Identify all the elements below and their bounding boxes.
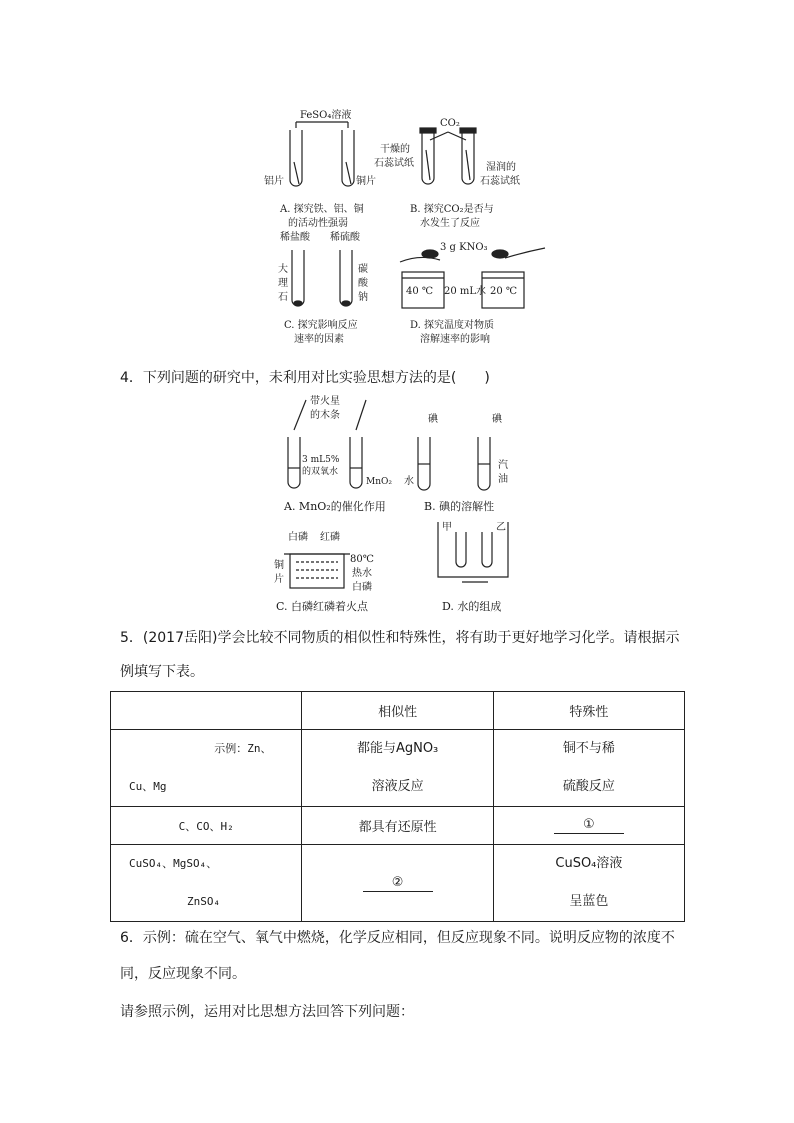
fig3a-right: 铜片 xyxy=(356,176,376,187)
row2-c1: C、CO、H₂ xyxy=(111,807,302,845)
row1-c2a: 都能与AgNO₃ xyxy=(356,741,439,756)
fig3b-right2: 石蕊试纸 xyxy=(480,176,520,187)
row3-c3a: CuSO₄溶液 xyxy=(555,856,623,871)
fig4a-right: MnO₂ xyxy=(366,477,392,487)
question-6-line3: 请参照示例，运用对比思想方法回答下列问题： xyxy=(120,1004,414,1020)
figure-q3-drawing xyxy=(250,100,550,350)
header-cell-similarity: 相似性 xyxy=(302,692,493,730)
row3-c1a: CuSO₄、MgSO₄、 xyxy=(129,857,218,870)
fig3d-right-temp: 20 ℃ xyxy=(490,286,518,297)
row1-c1b: Cu、Mg xyxy=(129,780,167,793)
fig4a-top2: 的木条 xyxy=(310,410,340,421)
table-header-row xyxy=(111,692,685,730)
fig3a-caption2: 的活动性强弱 xyxy=(288,218,348,229)
row2-c2: 都具有还原性 xyxy=(302,807,493,845)
table-row xyxy=(111,730,685,807)
table-cell xyxy=(493,845,684,922)
table-cell xyxy=(111,730,302,807)
fig3c-right-3: 钠 xyxy=(358,292,368,303)
fig3a-top: FeSO₄溶液 xyxy=(300,110,352,121)
fig3c-caption2: 速率的因素 xyxy=(294,334,344,345)
table-cell xyxy=(493,807,684,845)
blank-1[interactable]: ① xyxy=(554,817,624,834)
question-5-line1: 5．(2017岳阳)学会比较不同物质的相似性和特殊性，将有助于更好地学习化学。请根据示 xyxy=(120,630,680,646)
question-4: 4．下列问题的研究中，未利用对比实验思想方法的是( ) xyxy=(120,370,490,386)
fig3d-caption2: 溶解速率的影响 xyxy=(420,334,490,345)
table-row xyxy=(111,807,685,845)
fig3c-top-left: 稀盐酸 xyxy=(280,232,310,243)
fig3d-middle: 20 mL水 xyxy=(444,286,487,297)
fig3d-left-temp: 40 ℃ xyxy=(406,286,434,297)
fig4b-right-1: 汽 xyxy=(498,460,508,471)
row3-c3b: 呈蓝色 xyxy=(569,894,609,909)
fig3c-right-1: 碳 xyxy=(358,264,368,275)
fig4c-right1: 80℃ xyxy=(350,554,374,565)
fig3d-caption1: D. 探究温度对物质 xyxy=(410,320,495,331)
figure-q4 xyxy=(270,392,550,617)
fig4c-caption: C. 白磷红磷着火点 xyxy=(276,600,369,613)
fig4b-top-right: 碘 xyxy=(492,414,502,425)
header-cell-specialty: 特殊性 xyxy=(493,692,684,730)
fig4b-right-2: 油 xyxy=(498,474,508,485)
question-6-line2: 同，反应现象不同。 xyxy=(120,966,246,982)
fig3c-left-2: 理 xyxy=(278,278,288,289)
fig3c-left-3: 石 xyxy=(278,292,288,303)
figure-q3 xyxy=(250,100,550,350)
fig4c-left-1: 铜 xyxy=(274,560,284,571)
fig3c-top-right: 稀硫酸 xyxy=(330,232,360,243)
fig4d-left: 甲 xyxy=(442,522,452,533)
blank-2[interactable]: ② xyxy=(363,875,433,892)
comparison-table xyxy=(110,691,685,922)
fig4a-caption: A. MnO₂的催化作用 xyxy=(284,500,386,513)
fig3d-top: 3 g KNO₃ xyxy=(440,242,488,253)
table-cell xyxy=(302,730,493,807)
table-row xyxy=(111,845,685,922)
header-cell-empty xyxy=(111,692,302,730)
fig4c-right3: 白磷 xyxy=(352,582,372,593)
fig3b-left2: 石蕊试纸 xyxy=(374,158,414,169)
fig4d-right: 乙 xyxy=(496,522,506,533)
table-cell xyxy=(111,845,302,922)
fig4b-left: 水 xyxy=(404,476,414,487)
fig4d-caption: D. 水的组成 xyxy=(442,600,502,613)
row1-c2b: 溶液反应 xyxy=(371,779,424,794)
fig3c-left-1: 大 xyxy=(278,264,288,275)
fig3b-right1: 湿润的 xyxy=(486,162,516,173)
fig4a-top1: 带火星 xyxy=(310,396,340,407)
fig3b-left1: 干燥的 xyxy=(380,144,410,155)
fig3b-top: CO₂ xyxy=(440,118,460,129)
figure-q4-drawing xyxy=(270,392,550,617)
fig4c-left-2: 片 xyxy=(274,574,284,585)
fig3c-right-2: 酸 xyxy=(358,278,368,289)
row1-c1a: 示例：Zn、 xyxy=(214,742,272,755)
fig4a-mid2: 的双氧水 xyxy=(302,467,339,477)
row3-c1b: ZnSO₄ xyxy=(187,895,221,908)
fig3a-caption1: A. 探究铁、铝、铜 xyxy=(280,204,364,215)
row1-c3a: 铜不与稀 xyxy=(562,741,615,756)
row1-c3b: 硫酸反应 xyxy=(562,779,615,794)
question-5-line2: 例填写下表。 xyxy=(120,664,204,680)
fig4b-caption: B. 碘的溶解性 xyxy=(424,500,495,513)
table-cell xyxy=(493,730,684,807)
fig3b-caption1: B. 探究CO₂是否与 xyxy=(410,204,494,215)
table-cell xyxy=(302,845,493,922)
fig3c-caption1: C. 探究影响反应 xyxy=(284,320,358,331)
fig4a-mid1: 3 mL5% xyxy=(302,455,340,465)
question-6-line1: 6．示例：硫在空气、氧气中燃烧，化学反应相同，但反应现象不同。说明反应物的浓度不 xyxy=(120,930,675,946)
fig4b-top-left: 碘 xyxy=(428,414,438,425)
fig4c-right2: 热水 xyxy=(352,568,372,579)
fig3b-caption2: 水发生了反应 xyxy=(420,218,480,229)
fig3a-left: 铝片 xyxy=(264,176,284,187)
fig4c-top-right: 红磷 xyxy=(320,532,340,543)
fig4c-top-left: 白磷 xyxy=(288,532,308,543)
